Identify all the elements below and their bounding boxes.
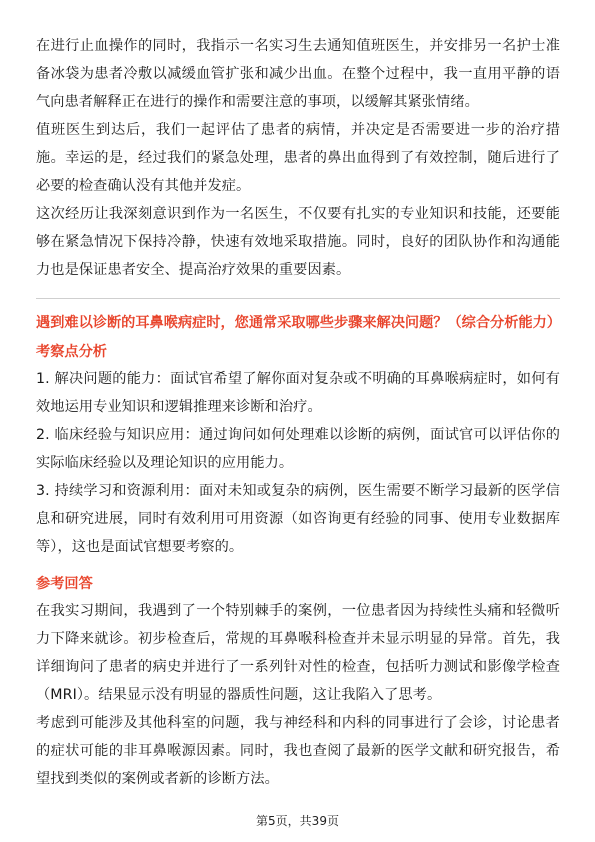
body-paragraph: 这次经历让我深刻意识到作为一名医生，不仅要有扎实的专业知识和技能，还要能够在紧急情况下保持冷静，快速有效地采取措施。同时，良好的团队协作和沟通能力也是保证患者安全、提高治疗效果的重要因素。	[36, 206, 560, 278]
answer-paragraph: 在我实习期间，我遇到了一个特别棘手的案例，一位患者因为持续性头痛和轻微听力下降来就诊。初步检查后，常规的耳鼻喉科检查并未显示明显的异常。首先，我详细询问了患者的病史并进行了一系列针对性的检查，包括听力测试和影像学检查（MRI）。结果显示没有明显的器质性问题，这让我陷入了思考。	[36, 603, 560, 703]
analysis-heading: 考察点分析	[36, 344, 107, 360]
analysis-item: 1. 解决问题的能力：面试官希望了解你面对复杂或不明确的耳鼻喉病症时，如何有效地运用专业知识和逻辑推理来诊断和治疗。	[36, 371, 560, 415]
page-content	[36, 32, 560, 793]
analysis-item: 3. 持续学习和资源利用：面对未知或复杂的病例，医生需要不断学习最新的医学信息和研究进展，同时有效利用可用资源（如咨询更有经验的同事、使用专业数据库等），这也是面试官想要考察的。	[36, 483, 560, 555]
page-number: 第5页，共39页	[256, 814, 339, 828]
body-paragraph: 值班医生到达后，我们一起评估了患者的病情，并决定是否需要进一步的治疗措施。幸运的是，经过我们的紧急处理，患者的鼻出血得到了有效控制，随后进行了必要的检查确认没有其他并发症。	[36, 122, 560, 194]
question-heading: 遇到难以诊断的耳鼻喉病症时，您通常采取哪些步骤来解决问题？（综合分析能力）	[36, 315, 561, 331]
section-divider	[36, 298, 560, 299]
answer-paragraph: 考虑到可能涉及其他科室的问题，我与神经科和内科的同事进行了会诊，讨论患者的症状可能的非耳鼻喉源因素。同时，我也查阅了最新的医学文献和研究报告，希望找到类似的案例或者新的诊断方法。	[36, 715, 560, 787]
spacer	[36, 561, 560, 569]
analysis-item: 2. 临床经验与知识应用：通过询问如何处理难以诊断的病例，面试官可以评估你的实际临床经验以及理论知识的应用能力。	[36, 427, 560, 471]
body-paragraph: 在进行止血操作的同时，我指示一名实习生去通知值班医生，并安排另一名护士准备冰袋为患者冷敷以减缓血管扩张和减少出血。在整个过程中，我一直用平静的语气向患者解释正在进行的操作和需要注意的事项，以缓解其紧张情绪。	[36, 38, 560, 110]
answer-heading: 参考回答	[36, 576, 93, 592]
